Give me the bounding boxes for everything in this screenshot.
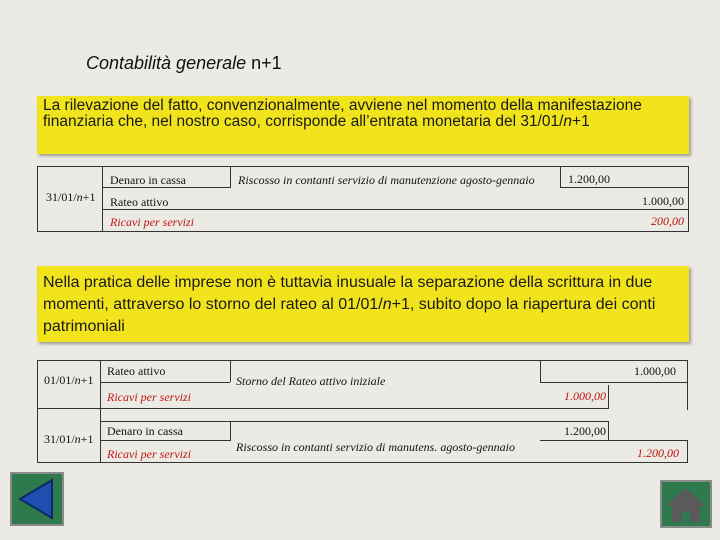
journal2-date-1: 01/01/n+1 (44, 373, 94, 387)
page-title: Contabilità generale n+1 (86, 53, 282, 73)
home-button[interactable] (660, 480, 712, 528)
journal2-account-2: Ricavi per servizi (107, 390, 191, 404)
journal2-date-2: 31/01/n+1 (44, 432, 94, 446)
journal2-debit-3: 1.200,00 (564, 424, 606, 438)
journal2-credit-2: 1.000,00 (564, 389, 606, 403)
explanation-box-2: Nella pratica delle imprese non è tuttavia inusuale la separazione della scrittura in due momenti, attraverso lo storno del rateo al 01/01/n+1, subito dopo la riapertura dei conti patrimoniali (37, 266, 689, 342)
journal1-account-1: Denaro in cassa (110, 173, 186, 187)
journal2-credit-4: 1.200,00 (637, 446, 679, 460)
journal1-date: 31/01/n+1 (46, 190, 96, 204)
journal2-account-4: Ricavi per servizi (107, 447, 191, 461)
back-arrow-icon (12, 474, 62, 524)
journal1-credit-3: 200,00 (651, 214, 684, 228)
journal1-credit-2: 1.000,00 (642, 194, 684, 208)
home-icon (662, 482, 710, 526)
journal2-description-1: Storno del Rateo attivo iniziale (236, 374, 386, 388)
journal1-description: Riscosso in contanti servizio di manutenzione agosto-gennaio (238, 173, 535, 187)
journal2-account-1: Rateo attivo (107, 364, 166, 378)
journal1-account-2: Rateo attivo (110, 195, 169, 209)
back-button[interactable] (10, 472, 64, 526)
journal1-debit-1: 1.200,00 (568, 172, 610, 186)
journal2-account-3: Denaro in cassa (107, 424, 183, 438)
journal2-description-2: Riscosso in contanti servizio di manutens. agosto-gennaio (236, 440, 515, 454)
journal1-account-3: Ricavi per servizi (110, 215, 194, 229)
explanation-box-1: La rilevazione del fatto, convenzionalmente, avviene nel momento della manifestazione finanziaria che, nel nostro caso, corrisponde all’entrata monetaria del 31/01/n+1 (37, 96, 689, 154)
journal2-debit-1: 1.000,00 (634, 364, 676, 378)
